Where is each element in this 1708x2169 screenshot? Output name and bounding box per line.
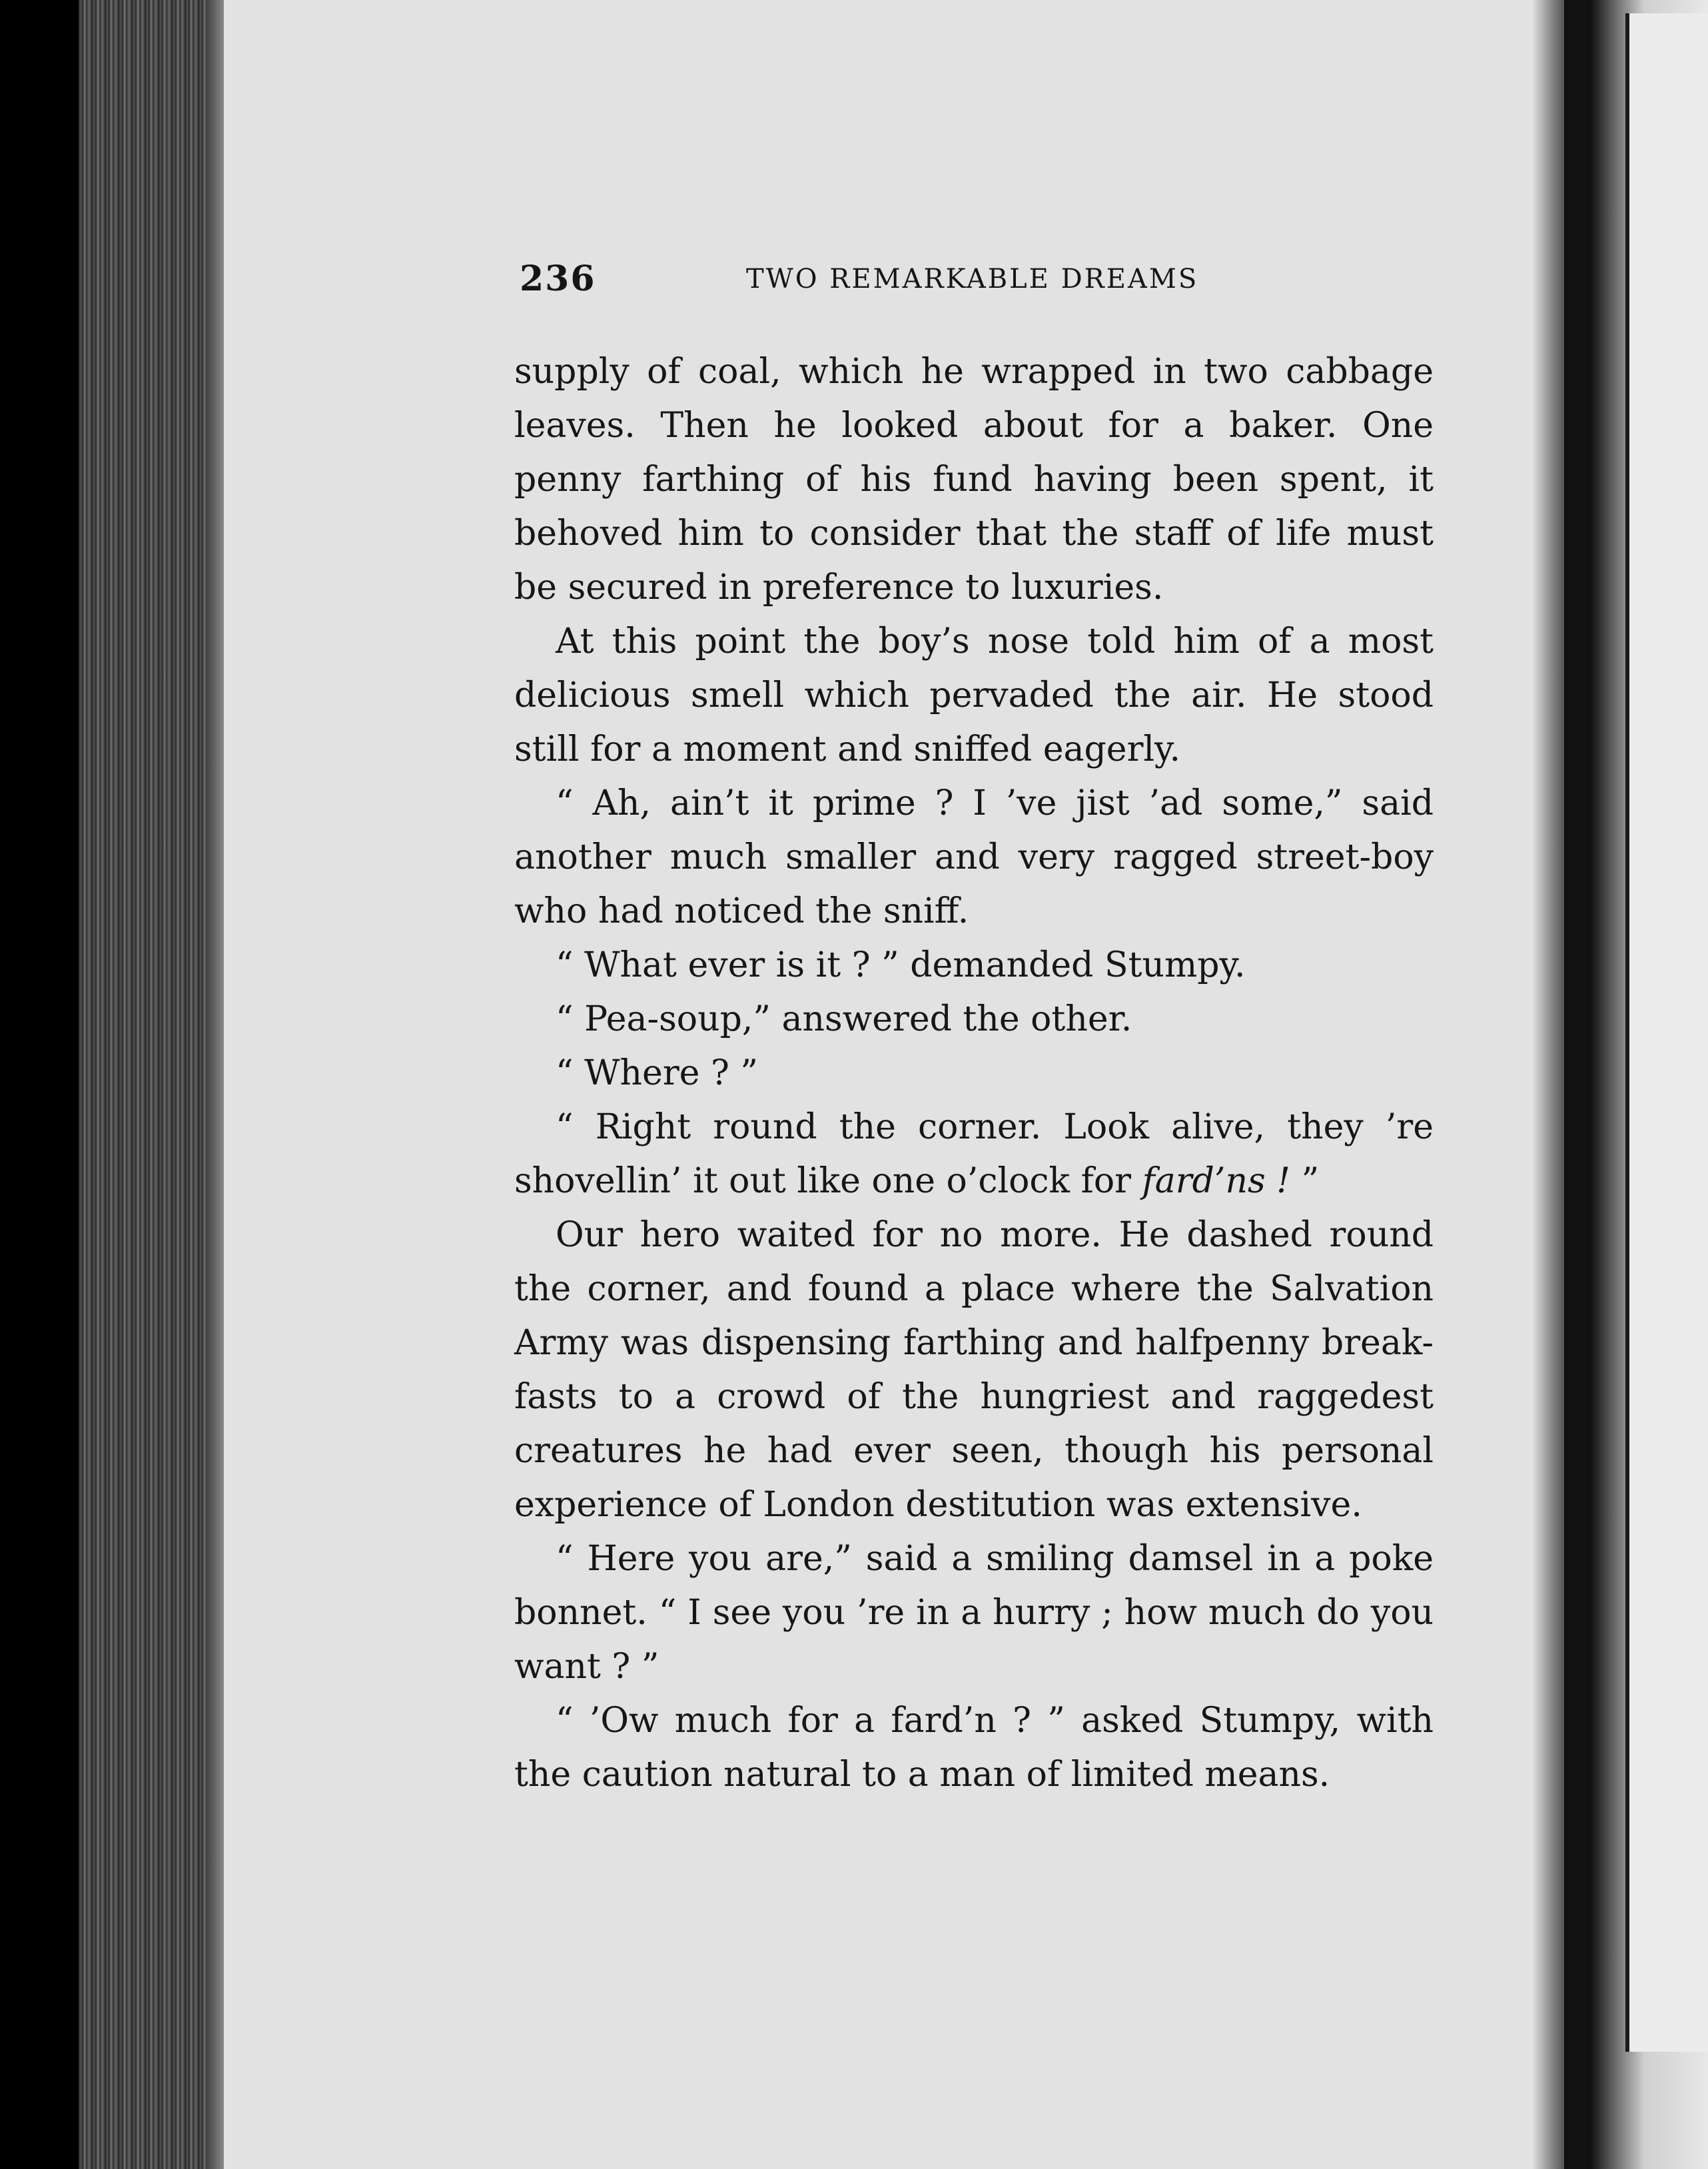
- italic-text: fard’ns !: [1142, 1161, 1291, 1201]
- paragraph: [514, 1694, 1434, 1802]
- paragraph-text: “ Pea-soup,” answered the other.: [556, 999, 1132, 1039]
- paragraph: [514, 615, 1434, 777]
- body-text: [514, 345, 1434, 1802]
- paragraph: [514, 345, 1434, 615]
- paragraph-text: ”: [1290, 1161, 1320, 1201]
- paragraph: [514, 993, 1434, 1047]
- paragraph-text: supply of coal, which he wrapped in two cabbage leaves. Then he looked about for a baker. One penny farthing of his fund having been spent, it behoved him to consider that the staff of life must be secured in preference to luxuries.: [514, 352, 1434, 608]
- paragraph: [514, 1208, 1434, 1532]
- facing-page: [1625, 13, 1708, 2052]
- paragraph-text: At this point the boy’s nose told him of a most delicious smell which pervaded the air. He stood still for a moment and sniffed eagerly.: [514, 622, 1434, 769]
- paragraph-text: “ Here you are,” said a smiling damsel in a poke bonnet. “ I see you ’re in a hurry ; how much do you want ? ”: [514, 1539, 1434, 1687]
- paragraph-text: Our hero waited for no more. He dashed round the corner, and found a place where the Salvation Army was dispensing farthing and halfpenny break-fasts to a crowd of the hungriest and raggedest creatures he had ever seen, though his personal experience of London destitution was extensive.: [514, 1215, 1434, 1525]
- running-title: TWO REMARKABLE DREAMS: [746, 264, 1199, 294]
- page-block-edge: [79, 0, 224, 2169]
- paragraph: [514, 777, 1434, 939]
- gutter-shadow: [1532, 0, 1564, 2169]
- paragraph: [514, 1100, 1434, 1208]
- paragraph: [514, 1047, 1434, 1100]
- paragraph-text: “ Where ? ”: [556, 1053, 758, 1093]
- page-number: 236: [520, 258, 596, 299]
- paragraph-text: “ Ah, ain’t it prime ? I ’ve jist ’ad some,” said another much smaller and very ragged street-boy who had noticed the sniff.: [514, 783, 1434, 931]
- running-head: [520, 258, 1432, 305]
- paragraph-text: “ Right round the corner. Look alive, they ’re shovellin’ it out like one o’clock for: [514, 1107, 1434, 1201]
- paragraph-text: “ ’Ow much for a fard’n ? ” asked Stumpy, with the caution natural to a man of limited means.: [514, 1701, 1434, 1795]
- paragraph: [514, 939, 1434, 993]
- paragraph-text: “ What ever is it ? ” demanded Stumpy.: [556, 945, 1246, 985]
- paragraph: [514, 1532, 1434, 1694]
